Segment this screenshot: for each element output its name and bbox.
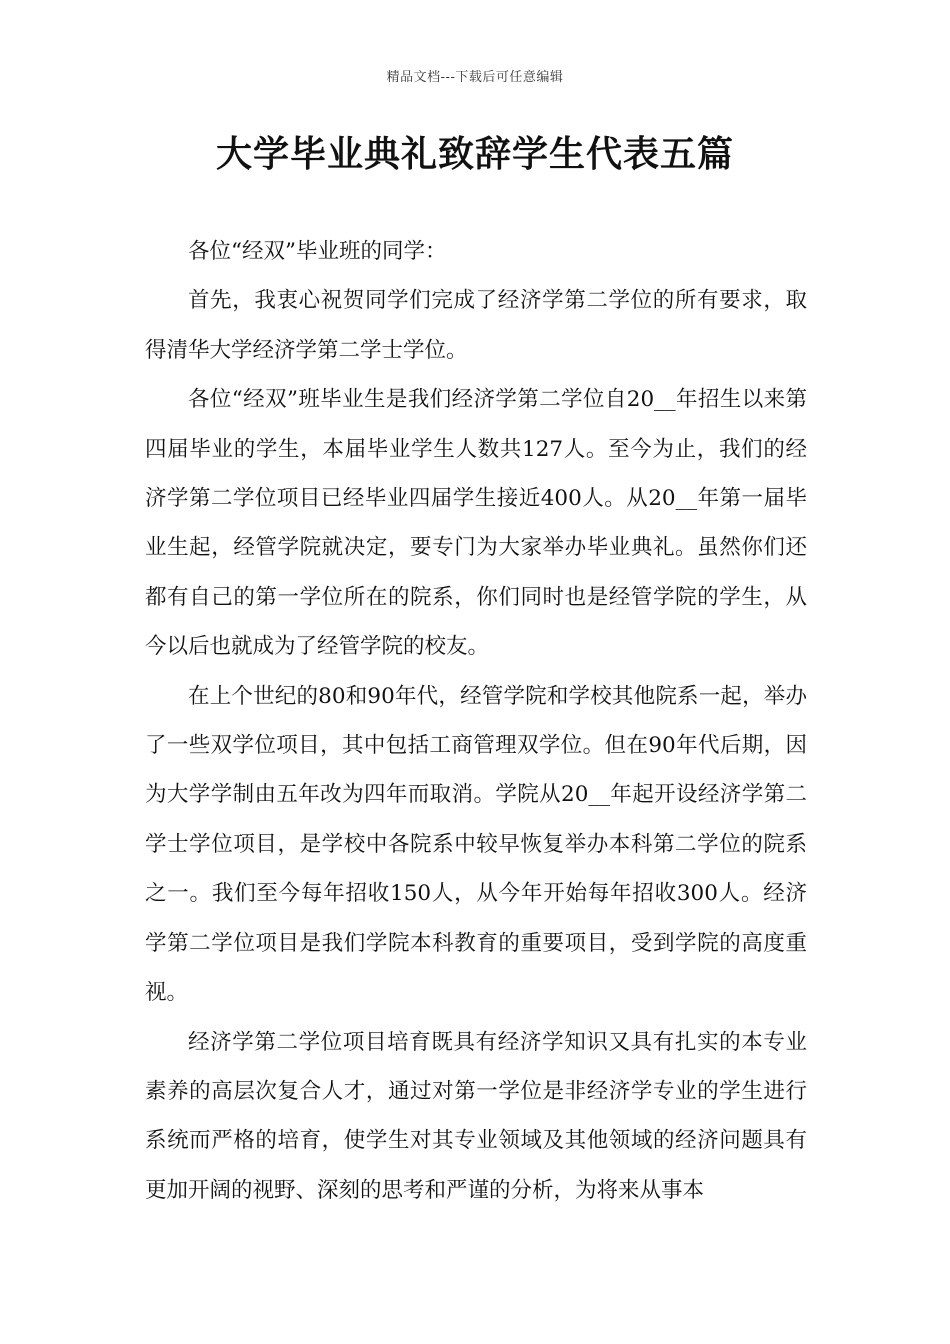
document-body — [145, 227, 807, 1215]
paragraph: 在上个世纪的80和90年代，经管学院和学校其他院系一起，举办了一些双学位项目，其中包括工商管理双学位。但在90年代后期，因为大学学制由五年改为四年而取消。学院从20__年起开设经济学第二学士学位项目，是学校中各院系中较早恢复举办本科第二学位的院系之一。我们至今每年招收150人，从今年开始每年招收300人。经济学第二学位项目是我们学院本科教育的重要项目，受到学院的高度重视。 — [145, 683, 807, 1006]
document-title: 大学毕业典礼致辞学生代表五篇 — [215, 133, 734, 175]
paragraph: 经济学第二学位项目培育既具有经济学知识又具有扎实的本专业素养的高层次复合人才，通过对第一学位是非经济学专业的学生进行系统而严格的培育，使学生对其专业领域及其他领域的经济问题具有更加开阔的视野、深刻的思考和严谨的分析，为将来从事本 — [145, 1029, 807, 1203]
paragraph-salutation: 各位“经双”毕业班的同学： — [188, 239, 447, 264]
paragraph: 首先，我衷心祝贺同学们完成了经济学第二学位的所有要求，取得清华大学经济学第二学士学位。 — [145, 288, 807, 363]
paragraph: 各位“经双”班毕业生是我们经济学第二学位自20__年招生以来第四届毕业的学生，本届毕业学生人数共127人。至今为止，我们的经济学第二学位项目已经毕业四届学生接近400人。从20__年第一届毕业生起，经管学院就决定，要专门为大家举办毕业典礼。虽然你们还都有自己的第一学位所在的院系，你们同时也是经管学院的学生，从今以后也就成为了经管学院的校友。 — [145, 387, 807, 660]
header-note: 精品文档---下载后可任意编辑 — [386, 70, 564, 85]
